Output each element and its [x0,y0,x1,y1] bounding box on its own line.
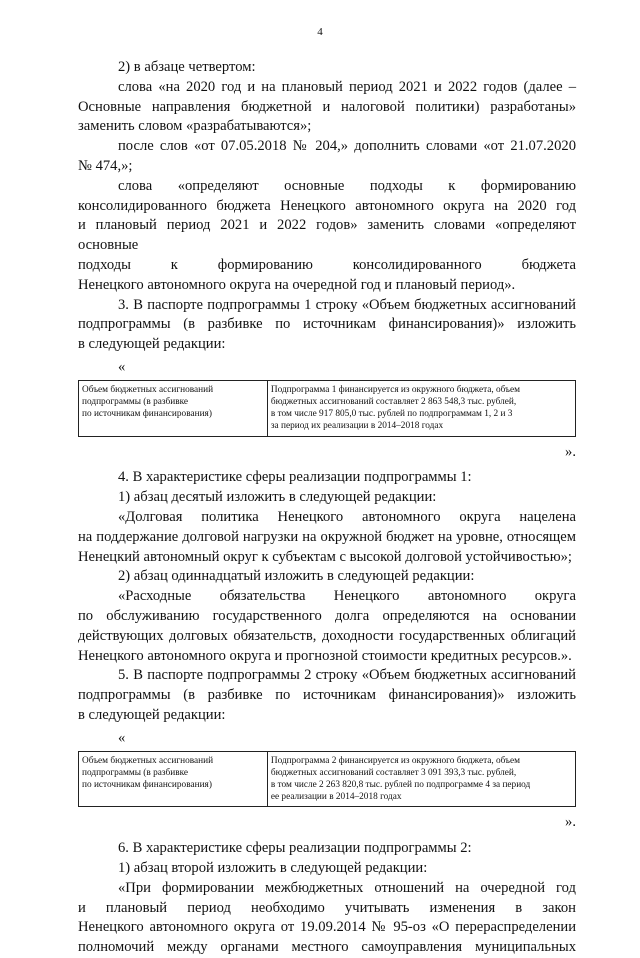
paragraph: и плановый период необходимо учитывать изменения в закон [78,899,576,916]
paragraph: заменить словом «разрабатываются»; [78,118,312,135]
table-value-line: Подпрограмма 1 финансируется из окружного бюджета, объем [270,384,520,395]
table-value-cell [267,751,575,807]
paragraph: подпрограммы (в разбивке по источникам финансирования)» изложить [78,316,576,333]
paragraph: 5. В паспорте подпрограммы 2 строку «Объем бюджетных ассигнований [118,667,576,684]
table-label-line: подпрограммы (в разбивке [82,767,189,778]
quote-close-mark: ». [565,814,576,831]
paragraph: действующих долговых обязательств, доходности государственных облигаций [78,627,576,644]
paragraph: 2) абзац одиннадцатый изложить в следующей редакции: [118,568,475,585]
table-label-line: по источникам финансирования) [82,779,212,790]
budget-table-1 [78,380,576,437]
table-value-line: Подпрограмма 2 финансируется из окружного бюджета, объем [270,755,520,766]
paragraph: 4. В характеристике сферы реализации подпрограммы 1: [118,469,472,486]
table-value-line: бюджетных ассигнований составляет 2 863 548,3 тыс. рублей, [270,396,517,407]
paragraph: Ненецкого автономного округа и прогнозной стоимости кредитных ресурсов.». [78,647,572,664]
quote-open-mark: « [118,358,126,375]
page-number: 4 [317,26,323,38]
paragraph: подпрограммы (в разбивке по источникам финансирования)» изложить [78,687,576,704]
table-value-line: за период их реализации в 2014–2018 годах [270,421,444,432]
quote-close-mark: ». [565,443,576,460]
paragraph: Ненецкого автономного округа от 19.09.2014 № 95-оз «О перераспределении [78,919,576,936]
paragraph: после слов «от 07.05.2018 № 204,» дополнить словами «от 21.07.2020 [118,138,576,155]
paragraph: 6. В характеристике сферы реализации подпрограммы 2: [118,840,472,857]
paragraph: 3. В паспорте подпрограммы 1 строку «Объем бюджетных ассигнований [118,296,576,313]
paragraph: «Долговая политика Ненецкого автономного округа нацелена [118,508,576,525]
table-value-line: в том числе 917 805,0 тыс. рублей по подпрограммам 1, 2 и 3 [270,409,513,420]
paragraph: и плановый период 2021 и 2022 годов» заменить словами «определяют основные [78,217,576,254]
table-value-line: бюджетных ассигнований составляет 3 091 393,3 тыс. рублей, [270,767,517,778]
document-body [78,58,576,958]
paragraph: консолидированного бюджета Ненецкого автономного округа на 2020 год [78,197,576,214]
paragraph: Основные направления бюджетной и налоговой политики) разработаны» [78,98,576,115]
table-value-line: ее реализации в 2014–2018 годах [270,792,402,803]
table-value-cell [267,380,575,436]
table-label-line: Объем бюджетных ассигнований [82,384,214,395]
paragraph: слова «определяют основные подходы к формированию [118,177,576,194]
paragraph: 1) абзац десятый изложить в следующей редакции: [118,489,437,506]
table-label-line: Объем бюджетных ассигнований [82,755,214,766]
paragraph: полномочий между органами местного самоуправления муниципальных [78,939,576,956]
table-label-line: по источникам финансирования) [82,409,212,420]
paragraph: по обслуживанию государственного долга определяются на основании [78,607,576,624]
budget-table-2 [78,751,576,808]
quote-open-mark: « [118,729,126,746]
paragraph: Ненецкого автономного округа на очередной год и плановый период». [78,276,516,293]
table-label-cell [79,751,268,807]
paragraph: «При формировании межбюджетных отношений на очередной год [118,879,576,896]
table-label-line: подпрограммы (в разбивке [82,396,189,407]
paragraph: на поддержание долговой нагрузки на окружной бюджет на уровне, относящем [78,528,576,545]
paragraph: № 474,»; [78,157,133,174]
paragraph: «Расходные обязательства Ненецкого автономного округа [118,588,576,605]
paragraph: 2) в абзаце четвертом: [118,59,256,75]
table-value-line: в том числе 2 263 820,8 тыс. рублей по подпрограмме 4 за период [270,779,531,790]
paragraph: подходы к формированию консолидированного бюджета [78,256,576,273]
paragraph: Ненецкий автономный округ к субъектам с высокой долговой устойчивостью»; [78,548,572,565]
table-label-cell [79,380,268,436]
paragraph: слова «на 2020 год и на плановый период 2021 и 2022 годов (далее – [118,78,576,95]
paragraph: в следующей редакции: [78,706,226,723]
paragraph: в следующей редакции: [78,336,226,353]
paragraph: 1) абзац второй изложить в следующей редакции: [118,859,428,876]
